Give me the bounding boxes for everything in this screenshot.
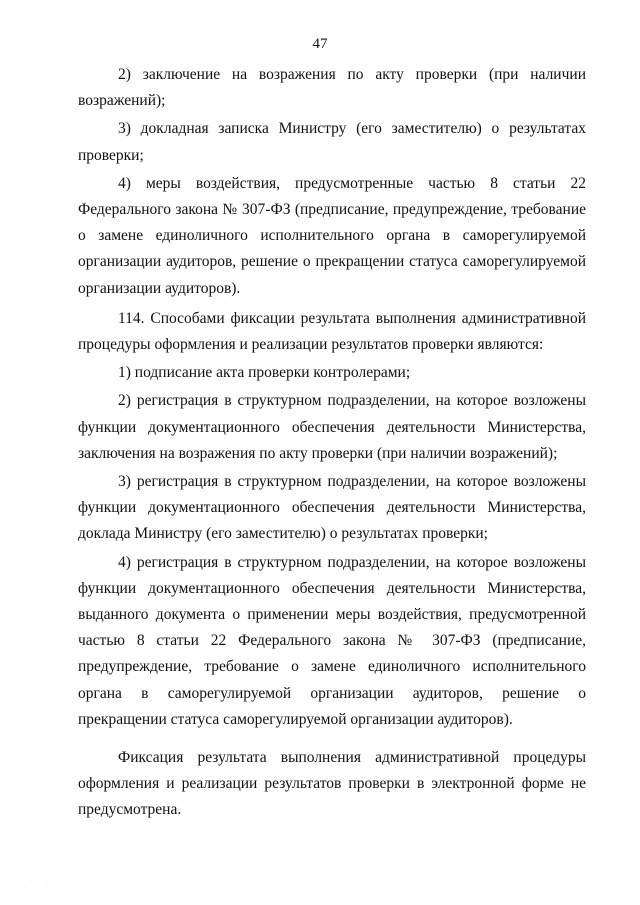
page-number: 47 — [312, 36, 328, 52]
paragraph-enforcement-measures: 4) меры воздействия, предусмотренные частью 8 статьи 22 Федерального закона № 307-ФЗ (предписание, предупреждение, требование о замене единоличного исполнительного органа в саморегулируемой организации аудиторов, решение о прекращении статуса саморегулируемой организации аудиторов). — [78, 174, 586, 297]
paragraph-conclusion-on-objections: 2) заключение на возражения по акту проверки (при наличии возражений); — [78, 66, 586, 110]
paragraph-registration-report: 3) регистрация в структурном подразделении, на которое возложены функции документационного обеспечения деятельности Министерства, доклада Министру (его заместителю) о результатах проверки; — [78, 473, 586, 543]
paragraph-report-memo: 3) докладная записка Министру (его заместителю) о результатах проверки; — [78, 120, 586, 164]
paragraph-electronic-form-note: Фиксация результата выполнения административной процедуры оформления и реализации результатов проверки в электронной форме не предусмотрена. — [78, 749, 586, 819]
paragraph-signing-act: 1) подписание акта проверки контролерами; — [118, 364, 411, 382]
paragraph-registration-measure-document: 4) регистрация в структурном подразделении, на которое возложены функции документационного обеспечения деятельности Министерства, выданного документа о применении меры воздействия, предусмотренной частью 8 статьи 22 Федерального закона № 307-ФЗ (предписание, предупреждение, требование о замене единоличного исполнительного органа в саморегулируемой организации аудиторов, решение о прекращении статуса саморегулируемой организации аудиторов). — [78, 553, 586, 728]
document-body — [78, 62, 586, 824]
scan-artifact: · · · — [30, 878, 49, 884]
paragraph-registration-conclusion: 2) регистрация в структурном подразделении, на которое возложены функции документационного обеспечения деятельности Министерства, заключения на возражения по акту проверки (при наличии возражений); — [78, 392, 586, 462]
paragraph-114-fixation-methods: 114. Способами фиксации результата выполнения административной процедуры оформления и реализации результатов проверки являются: — [78, 309, 586, 354]
